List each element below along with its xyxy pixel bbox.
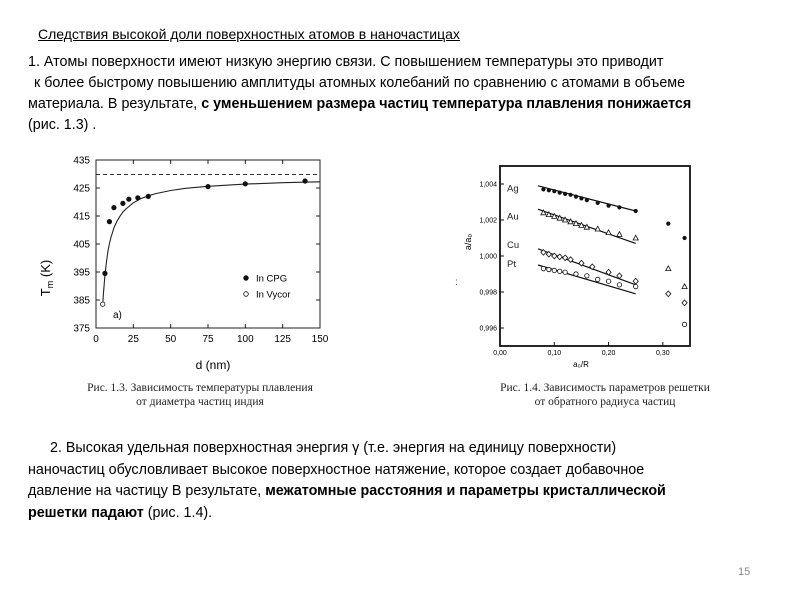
fig14-point <box>563 270 567 274</box>
fig13-point-cpg <box>146 194 150 198</box>
fig13-x-axis-label: d (nm) <box>195 358 231 372</box>
fig13-point-vycor <box>101 302 105 306</box>
fig14-point <box>552 268 556 272</box>
fig13-ticks <box>73 156 328 346</box>
fig13-legend <box>244 274 291 301</box>
fig13-data-points <box>101 179 308 307</box>
fig14-point <box>557 254 562 260</box>
fig14-point <box>666 266 671 271</box>
fig13-point-cpg <box>243 182 247 186</box>
fig14-y-axis-label: a/a₀ <box>463 233 473 251</box>
para1-line3-text: материала. В результате, <box>28 96 202 112</box>
fig13-x-tick-label: 125 <box>274 334 292 345</box>
para1-emphasis: с уменьшением размера частиц температура плавления понижается <box>201 96 692 112</box>
melting-temperature-chart <box>28 150 338 375</box>
para2-line3 <box>28 481 788 503</box>
fig14-point <box>633 235 638 240</box>
fig13-legend-label: In Vycor <box>256 289 291 301</box>
fig13-fit-curve <box>103 182 320 304</box>
fig13-x-tick-label: 150 <box>311 334 329 345</box>
paragraph-2 <box>28 438 788 524</box>
fig13-y-tick-label: 405 <box>73 239 90 251</box>
fig14-point <box>595 226 600 231</box>
fig14-point <box>666 222 670 226</box>
fig14-point <box>568 193 572 197</box>
fig14-x-tick-label: 0,00 <box>493 350 507 357</box>
fig14-series-pt <box>507 259 687 326</box>
fig14-point <box>634 209 638 213</box>
fig13-x-tick-label: 50 <box>165 334 177 345</box>
fig14-x-axis-label: a₀/R <box>573 360 589 369</box>
fig14-y-tick-label: 0,996 <box>479 325 497 333</box>
fig13-y-tick-label: 395 <box>73 267 90 279</box>
fig14-point <box>563 192 567 196</box>
fig13-point-cpg <box>107 219 111 223</box>
fig14-plot-frame <box>500 166 690 346</box>
figure-1-4-caption-line2: от обратного радиуса частиц <box>534 396 676 408</box>
para2-line4 <box>28 503 788 525</box>
fig14-point <box>574 272 578 276</box>
figure-1-4-caption-line1: Рис. 1.4. Зависимость параметров решетки <box>500 382 710 394</box>
fig14-point <box>541 266 545 270</box>
fig14-point <box>547 188 551 192</box>
para2-line3-text: давление на частицу В результате, <box>28 483 266 499</box>
fig14-point <box>617 205 621 209</box>
fig14-series-label: Ag <box>507 183 519 195</box>
fig14-y-tick-label: 1,000 <box>479 253 497 261</box>
fig14-axes <box>500 166 690 346</box>
paragraph-1 <box>28 52 788 136</box>
fig14-series-label: Cu <box>507 240 520 252</box>
fig14-point <box>682 284 687 289</box>
figure-1-4-caption <box>455 381 755 409</box>
para2-emphasis-1: межатомные расстояния и параметры кристаллической <box>265 483 666 499</box>
fig14-series-label: Au <box>507 211 519 223</box>
fig13-fit-line <box>103 182 320 304</box>
para1-line1: 1. Атомы поверхности имеют низкую энергию связи. С повышением температуры это приводит <box>28 54 664 70</box>
fig14-point <box>558 191 562 195</box>
fig14-y-tick-label: 0,998 <box>479 289 497 297</box>
fig13-point-cpg <box>127 197 131 201</box>
fig14-x-tick-label: 0,30 <box>656 350 670 357</box>
para2-line4-text: (рис. 1.4). <box>143 504 213 521</box>
fig13-y-axis-label-unit: (K) <box>38 259 53 281</box>
fig13-point-cpg <box>136 196 140 200</box>
fig14-point <box>634 284 638 288</box>
fig14-x-tick-label: 0,20 <box>601 350 616 357</box>
fig14-point <box>617 283 621 287</box>
fig13-y-tick-label: 375 <box>73 323 90 335</box>
fig13-point-cpg <box>112 205 116 209</box>
fig14-edge-mark: : <box>455 277 458 288</box>
fig14-point <box>682 236 686 240</box>
fig14-point <box>585 274 589 278</box>
fig13-y-axis-label-main: T <box>38 288 53 297</box>
fig14-point <box>682 300 687 306</box>
fig14-point <box>579 196 583 200</box>
fig13-point-cpg <box>303 179 307 183</box>
para2-emphasis-2: решетки падают <box>28 504 144 521</box>
fig13-y-axis-label-sub: m <box>45 280 55 289</box>
fig14-point <box>596 201 600 205</box>
fig14-x-tick-label: 0,10 <box>547 350 562 357</box>
fig14-point <box>666 291 671 297</box>
slide-title: Следствия высокой доли поверхностных атомов в наночастицах <box>38 26 460 42</box>
fig14-point <box>682 322 686 326</box>
fig13-point-cpg <box>121 201 125 205</box>
fig14-point <box>606 279 610 283</box>
fig13-panel-label: a) <box>113 310 122 321</box>
page-number: 15 <box>738 566 751 578</box>
fig14-series <box>507 184 687 327</box>
fig14-y-tick-label: 1,004 <box>479 181 497 189</box>
fig13-legend-marker <box>244 292 249 297</box>
figure-1-3-caption <box>40 381 360 409</box>
fig14-point <box>633 278 638 284</box>
fig14-point <box>585 198 589 202</box>
fig14-point <box>606 230 611 235</box>
fig13-y-tick-label: 385 <box>73 295 90 307</box>
fig14-point <box>596 277 600 281</box>
fig13-x-tick-label: 0 <box>93 334 99 345</box>
fig14-point <box>617 232 622 237</box>
fig14-series-ag <box>507 184 687 241</box>
fig14-point <box>574 195 578 199</box>
fig14-point <box>541 187 545 191</box>
fig14-point <box>606 204 610 208</box>
fig13-y-tick-label: 415 <box>73 211 90 223</box>
para1-line4: (рис. 1.3) . <box>28 117 97 133</box>
lattice-parameter-chart <box>455 160 700 375</box>
fig13-point-cpg <box>103 271 107 275</box>
figure-1-3-caption-line2: от диаметра частиц индия <box>136 396 264 408</box>
fig13-legend-marker <box>244 276 249 281</box>
para1-line2: к более быстрому повышению амплитуды атомных колебаний по сравнению с атомами в объеме <box>34 75 686 91</box>
fig13-x-tick-label: 75 <box>202 334 214 345</box>
para2-line1: 2. Высокая удельная поверхностная энергия γ (т.е. энергия на единицу поверхности) <box>50 440 617 456</box>
fig14-series-au <box>507 209 687 288</box>
fig13-legend-label: In CPG <box>256 273 288 285</box>
fig13-y-tick-label: 435 <box>73 155 90 167</box>
fig13-point-cpg <box>206 184 210 188</box>
fig13-y-tick-label: 425 <box>73 183 90 195</box>
fig14-series-cu <box>507 240 687 305</box>
para1-line3 <box>28 94 788 115</box>
fig13-x-tick-label: 25 <box>127 334 139 345</box>
fig14-point <box>547 267 551 271</box>
fig13-y-axis-label <box>38 260 55 296</box>
fig14-series-label: Pt <box>507 259 516 271</box>
para2-line2: наночастиц обусловливает высокое поверхностное натяжение, которое создает добавочное <box>28 461 645 478</box>
fig14-point <box>552 189 556 193</box>
fig14-y-tick-label: 1,002 <box>479 217 497 225</box>
fig13-x-tick-label: 100 <box>236 334 254 345</box>
fig14-point <box>558 269 562 273</box>
figure-1-3-caption-line1: Рис. 1.3. Зависимость температуры плавления <box>87 382 313 394</box>
